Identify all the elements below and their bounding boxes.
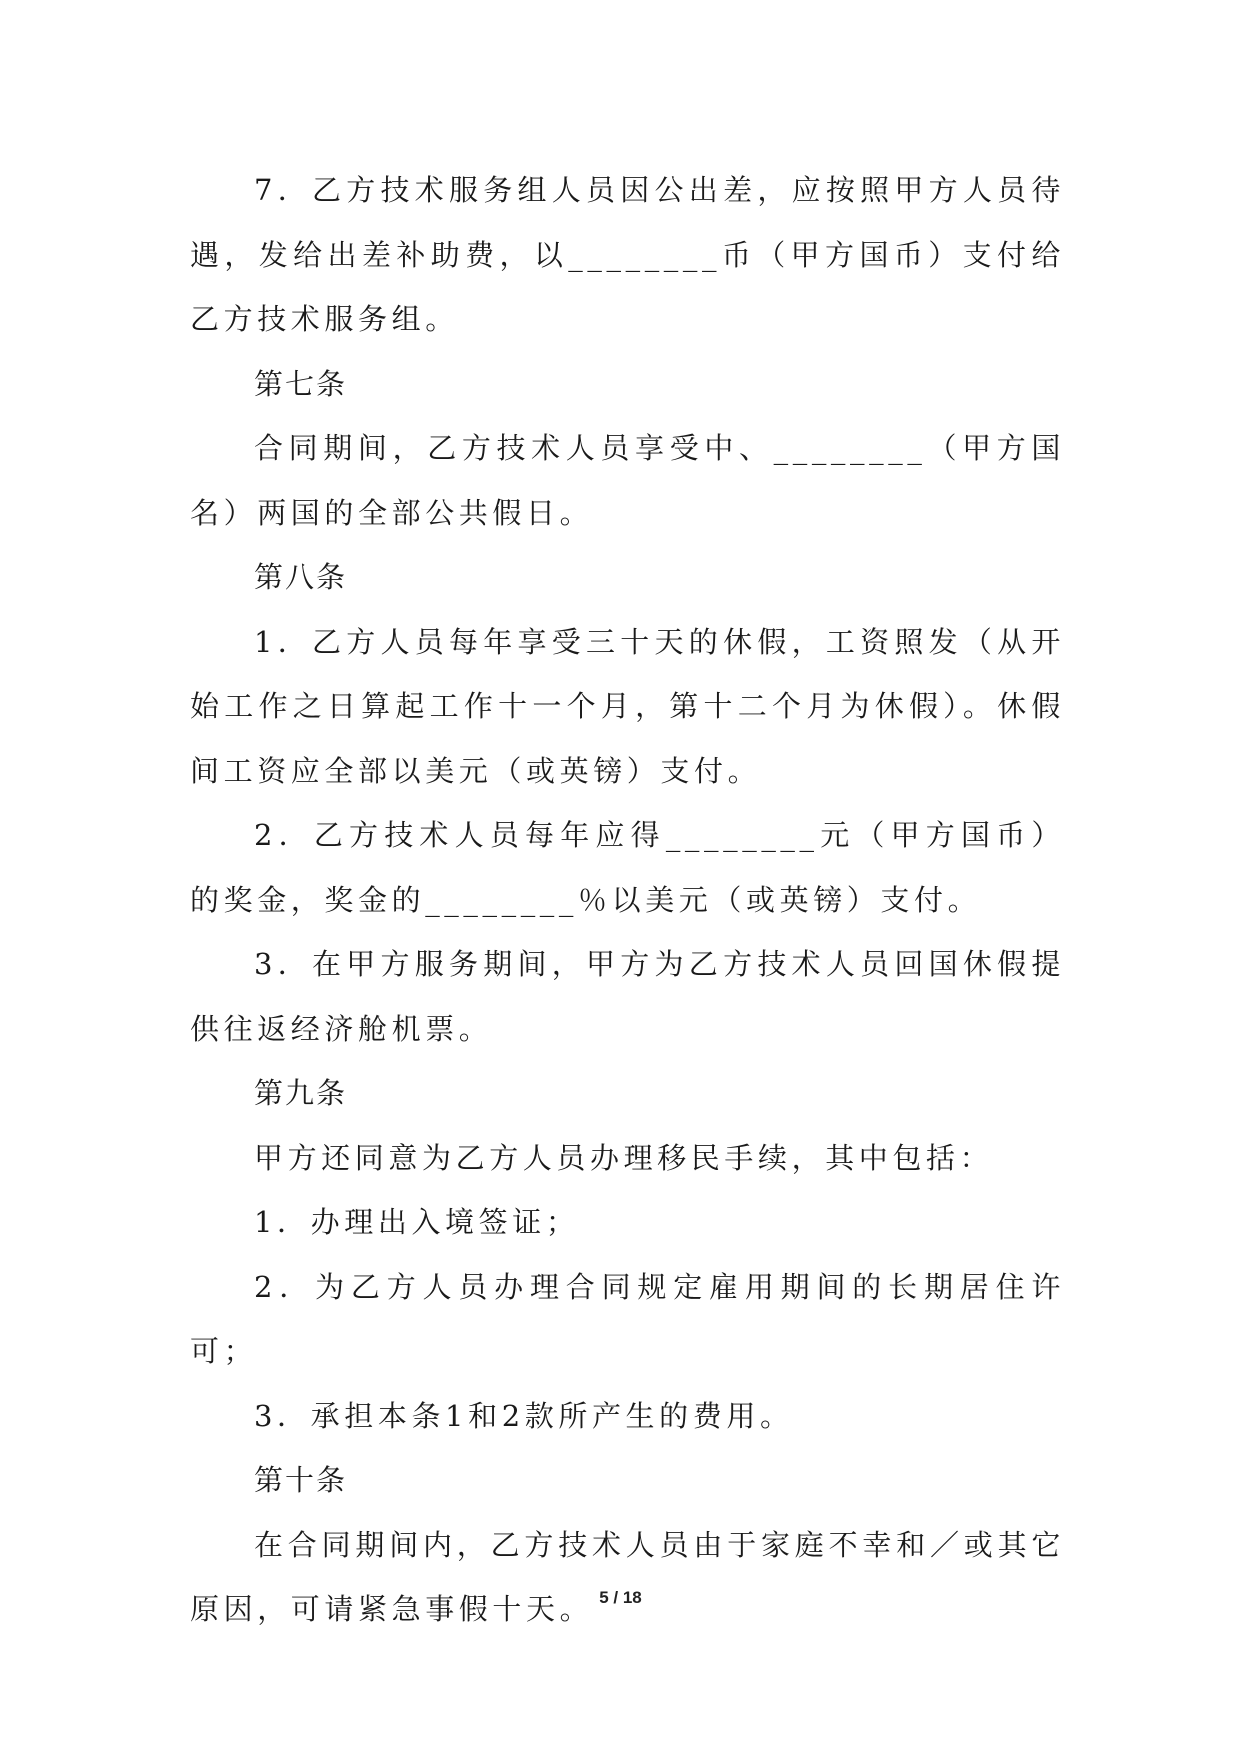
paragraph-article-9-item-1: 1．办理出入境签证； [254,1205,580,1239]
page-number: 5 / 18 [599,1588,642,1607]
paragraph-article-8-item-1: 1．乙方人员每年享受三十天的休假，工资照发（从开始工作之日算起工作十一个月，第十二个月为休假）。休假间工资应全部以美元（或英镑）支付。 [190,624,1065,788]
paragraph-clause-6-item-7: 7．乙方技术服务组人员因公出差，应按照甲方人员待遇，发给出差补助费，以________币（甲方国币）支付给乙方技术服务组。 [190,173,1065,336]
heading-article-9: 第九条 [254,1076,348,1110]
heading-article-7: 第七条 [254,366,348,401]
paragraph-article-8-item-2: 2．乙方技术人员每年应得________元（甲方国币）的奖金，奖金的________％以美元（或英镑）支付。 [190,818,1065,917]
heading-article-10: 第十条 [254,1463,348,1497]
paragraph-article-9-intro: 甲方还同意为乙方人员办理移民手续，其中包括： [254,1140,994,1175]
document-body [190,158,1065,1642]
heading-article-8: 第八条 [254,560,348,594]
paragraph-article-10: 在合同期间内，乙方技术人员由于家庭不幸和／或其它原因，可请紧急事假十天。 [190,1527,1065,1626]
paragraph-article-8-item-3: 3．在甲方服务期间，甲方为乙方技术人员回国休假提供往返经济舱机票。 [190,947,1065,1046]
paragraph-article-9-item-3: 3．承担本条1和2款所产生的费用。 [254,1398,794,1433]
paragraph-article-7: 合同期间，乙方技术人员享受中、________（甲方国名）两国的全部公共假日。 [190,431,1065,530]
paragraph-article-9-item-2: 2．为乙方人员办理合同规定雇用期间的长期居住许可； [190,1269,1065,1368]
